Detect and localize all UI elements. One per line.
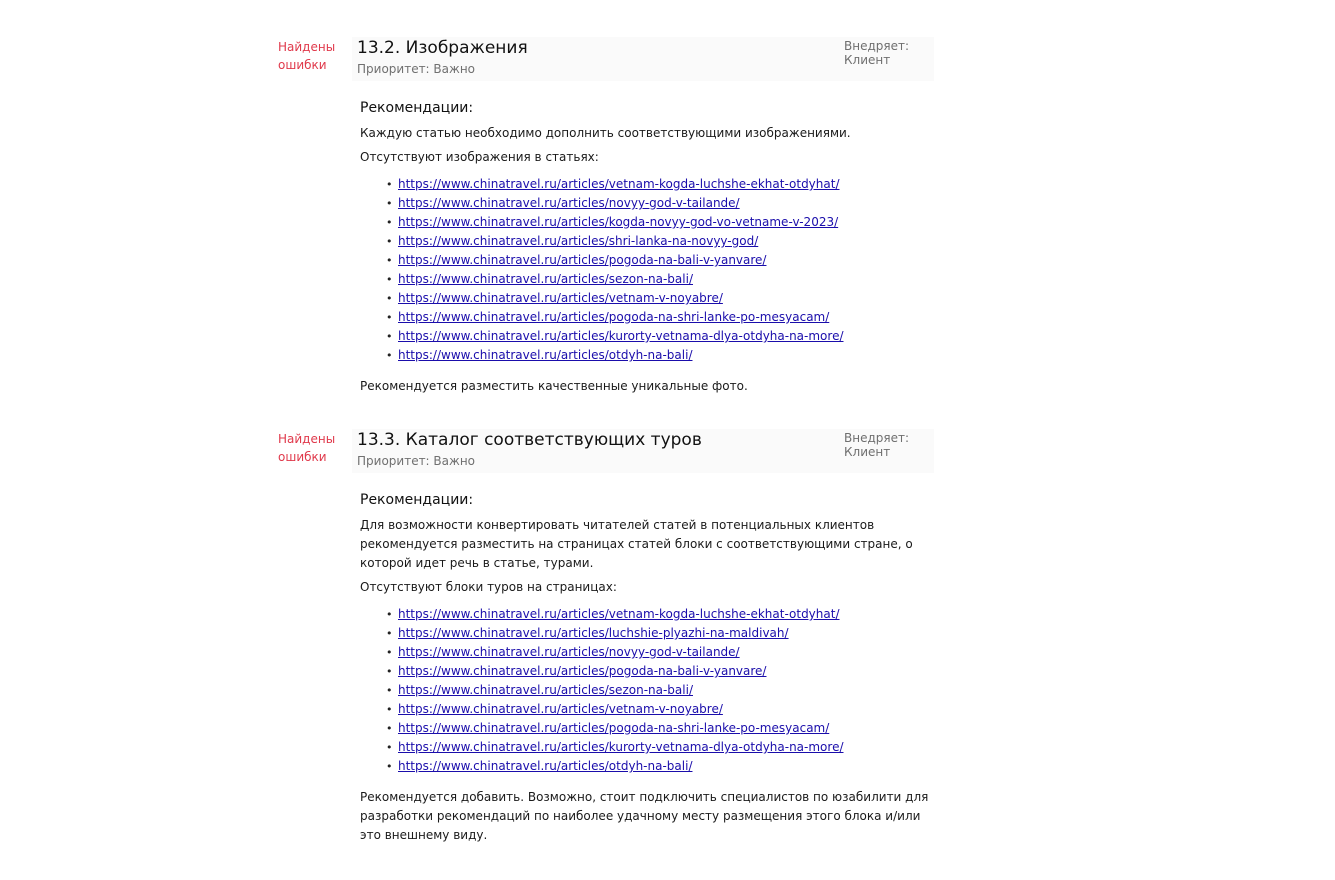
link-list — [360, 175, 940, 365]
article-link[interactable]: https://www.chinatravel.ru/articles/luchshie-plyazhi-na-maldivah/ — [398, 626, 789, 640]
implementer-label: Внедряет: Клиент — [844, 39, 910, 67]
article-link[interactable]: https://www.chinatravel.ru/articles/vetnam-kogda-luchshe-ekhat-otdyhat/ — [398, 607, 840, 621]
article-link[interactable]: https://www.chinatravel.ru/articles/pogoda-na-bali-v-yanvare/ — [398, 664, 767, 678]
list-item — [398, 757, 940, 776]
link-list — [360, 605, 940, 776]
list-item — [398, 270, 940, 289]
article-link[interactable]: https://www.chinatravel.ru/articles/kurorty-vetnama-dlya-otdyha-na-more/ — [398, 740, 844, 754]
article-link[interactable]: https://www.chinatravel.ru/articles/vetnam-kogda-luchshe-ekhat-otdyhat/ — [398, 177, 840, 191]
article-link[interactable]: https://www.chinatravel.ru/articles/otdyh-na-bali/ — [398, 348, 693, 362]
section-header — [352, 37, 934, 81]
article-link[interactable]: https://www.chinatravel.ru/articles/kurorty-vetnama-dlya-otdyha-na-more/ — [398, 329, 844, 343]
article-link[interactable]: https://www.chinatravel.ru/articles/pogoda-na-bali-v-yanvare/ — [398, 253, 767, 267]
article-link[interactable]: https://www.chinatravel.ru/articles/otdyh-na-bali/ — [398, 759, 693, 773]
article-link[interactable]: https://www.chinatravel.ru/articles/novyy-god-v-tailande/ — [398, 196, 740, 210]
list-item — [398, 700, 940, 719]
section-body — [360, 98, 940, 401]
article-link[interactable]: https://www.chinatravel.ru/articles/vetnam-v-noyabre/ — [398, 702, 723, 716]
list-heading: Отсутствуют блоки туров на страницах: — [360, 580, 617, 594]
list-item — [398, 289, 940, 308]
section-header — [352, 429, 934, 473]
intro-text: Каждую статью необходимо дополнить соответствующими изображениями. — [360, 126, 851, 140]
implementer-label: Внедряет: Клиент — [844, 431, 910, 459]
list-item — [398, 719, 940, 738]
list-item — [398, 232, 940, 251]
list-item — [398, 738, 940, 757]
intro-text: Для возможности конвертировать читателей статей в потенциальных клиентов рекомендуется разместить на страницах статей блоки с соответствующими стране, о которой идет речь в статье, турами. — [360, 518, 913, 570]
section-title: 13.2. Изображения — [357, 38, 528, 58]
article-link[interactable]: https://www.chinatravel.ru/articles/pogoda-na-shri-lanke-po-mesyacam/ — [398, 721, 830, 735]
footer-text: Рекомендуется добавить. Возможно, стоит подключить специалистов по юзабилити для разработки рекомендаций по наиболее удачному месту размещения этого блока и/или это внешнему виду. — [360, 790, 929, 842]
list-item — [398, 643, 940, 662]
list-item — [398, 308, 940, 327]
section-body — [360, 490, 940, 850]
footer-text: Рекомендуется разместить качественные уникальные фото. — [360, 379, 748, 393]
list-item — [398, 624, 940, 643]
article-link[interactable]: https://www.chinatravel.ru/articles/novyy-god-v-tailande/ — [398, 645, 740, 659]
recommendations-heading: Рекомендации: — [360, 492, 474, 508]
article-link[interactable]: https://www.chinatravel.ru/articles/pogoda-na-shri-lanke-po-mesyacam/ — [398, 310, 830, 324]
list-item — [398, 251, 940, 270]
recommendations-heading: Рекомендации: — [360, 100, 474, 116]
list-item — [398, 605, 940, 624]
list-item — [398, 681, 940, 700]
article-link[interactable]: https://www.chinatravel.ru/articles/sezon-na-bali/ — [398, 683, 693, 697]
article-link[interactable]: https://www.chinatravel.ru/articles/kogda-novyy-god-vo-vetname-v-2023/ — [398, 215, 839, 229]
article-link[interactable]: https://www.chinatravel.ru/articles/sezon-na-bali/ — [398, 272, 693, 286]
section-title: 13.3. Каталог соответствующих туров — [357, 430, 702, 450]
article-link[interactable]: https://www.chinatravel.ru/articles/vetnam-v-noyabre/ — [398, 291, 723, 305]
list-item — [398, 213, 940, 232]
list-item — [398, 194, 940, 213]
article-link[interactable]: https://www.chinatravel.ru/articles/shri-lanka-na-novyy-god/ — [398, 234, 759, 248]
priority-label: Приоритет: Важно — [357, 62, 476, 76]
list-heading: Отсутствуют изображения в статьях: — [360, 150, 599, 164]
priority-label: Приоритет: Важно — [357, 454, 476, 468]
error-status-label: Найдены ошибки — [278, 40, 336, 72]
list-item — [398, 175, 940, 194]
list-item — [398, 346, 940, 365]
list-item — [398, 662, 940, 681]
list-item — [398, 327, 940, 346]
error-status-label: Найдены ошибки — [278, 432, 336, 464]
